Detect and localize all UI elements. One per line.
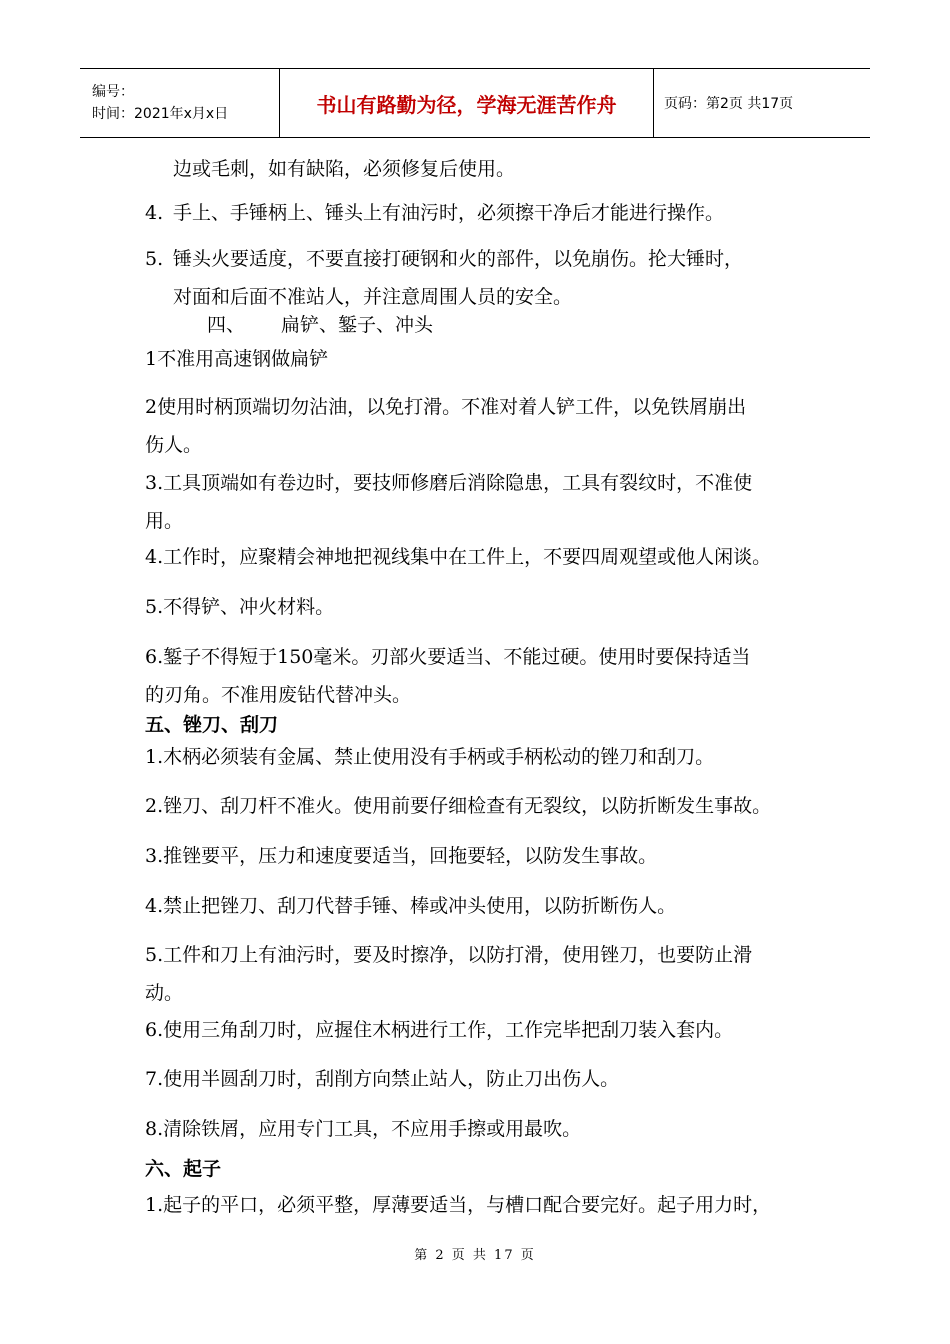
page-header (80, 68, 870, 138)
paragraph: 2.锉刀、刮刀杆不准火。使用前要仔细检查有无裂纹，以防折断发生事故。 (145, 795, 772, 817)
paragraph: 4.禁止把锉刀、刮刀代替手锤、棒或冲头使用，以防折断伤人。 (145, 895, 677, 917)
paragraph-continuation: 边或毛刺，如有缺陷，必须修复后使用。 (173, 158, 516, 180)
paragraph: 1.木柄必须装有金属、禁止使用没有手柄或手柄松动的锉刀和刮刀。 (145, 746, 715, 768)
header-motto-cell (280, 69, 654, 137)
header-left-cell (80, 69, 280, 137)
paragraph: 6.錾子不得短于150毫米。刃部火要适当、不能过硬。使用时要保持适当 (145, 646, 751, 668)
section-heading-6: 六、起子 (145, 1158, 222, 1180)
page-footer: 第 2 页 共 17 页 (414, 1248, 536, 1263)
section-heading-5: 五、锉刀、刮刀 (145, 714, 279, 736)
paragraph-continuation: 的刃角。不准用废钻代替冲头。 (145, 684, 412, 706)
document-number-label: 编号： (92, 84, 134, 100)
paragraph: 5.工件和刀上有油污时，要及时擦净，以防打滑，使用锉刀，也要防止滑 (145, 944, 753, 966)
section-number: 四、 (207, 314, 246, 336)
paragraph: 3.推锉要平，压力和速度要适当，回拖要轻，以防发生事故。 (145, 845, 658, 867)
paragraph: 2使用时柄顶端切勿沾油，以免打滑。不准对着人铲工件，以免铁屑崩出 (145, 396, 747, 418)
section-title: 扁铲、錾子、冲头 (281, 314, 434, 336)
paragraph: 4.工作时，应聚精会神地把视线集中在工件上，不要四周观望或他人闲谈。 (145, 546, 772, 568)
list-item-5 (145, 240, 743, 278)
header-motto: 书山有路勤为径，学海无涯苦作舟 (316, 92, 617, 117)
list-item-5-continuation: 对面和后面不准站人，并注意周围人员的安全。 (173, 286, 573, 308)
document-date: 时间：2021年x月x日 (92, 106, 229, 122)
paragraph: 8.清除铁屑，应用专门工具，不应用手擦或用最吹。 (145, 1118, 582, 1140)
list-number: 5. (145, 248, 164, 270)
paragraph-continuation: 用。 (145, 510, 184, 532)
list-item-text: 手上、手锤柄上、锤头上有油污时，必须擦干净后才能进行操作。 (173, 202, 725, 224)
paragraph: 6.使用三角刮刀时，应握住木柄进行工作，工作完毕把刮刀装入套内。 (145, 1019, 734, 1041)
paragraph: 3.工具顶端如有卷边时，要技师修磨后消除隐患，工具有裂纹时，不准使 (145, 472, 753, 494)
paragraph: 1.起子的平口，必须平整，厚薄要适当，与槽口配合要完好。起子用力时， (145, 1194, 772, 1216)
section-heading-4 (207, 306, 433, 344)
paragraph-continuation: 动。 (145, 982, 184, 1004)
paragraph-continuation: 伤人。 (145, 434, 203, 456)
paragraph: 5.不得铲、冲火材料。 (145, 596, 335, 618)
paragraph: 7.使用半圆刮刀时，刮削方向禁止站人，防止刀出伤人。 (145, 1068, 620, 1090)
list-number: 4. (145, 202, 164, 224)
list-item-4 (145, 194, 724, 232)
header-page-info: 页码：第2页 共17页 (664, 96, 794, 112)
list-item-text: 锤头火要适度，不要直接打硬钢和火的部件，以免崩伤。抡大锤时， (173, 248, 744, 270)
paragraph: 1不准用高速钢做扁铲 (145, 348, 329, 370)
